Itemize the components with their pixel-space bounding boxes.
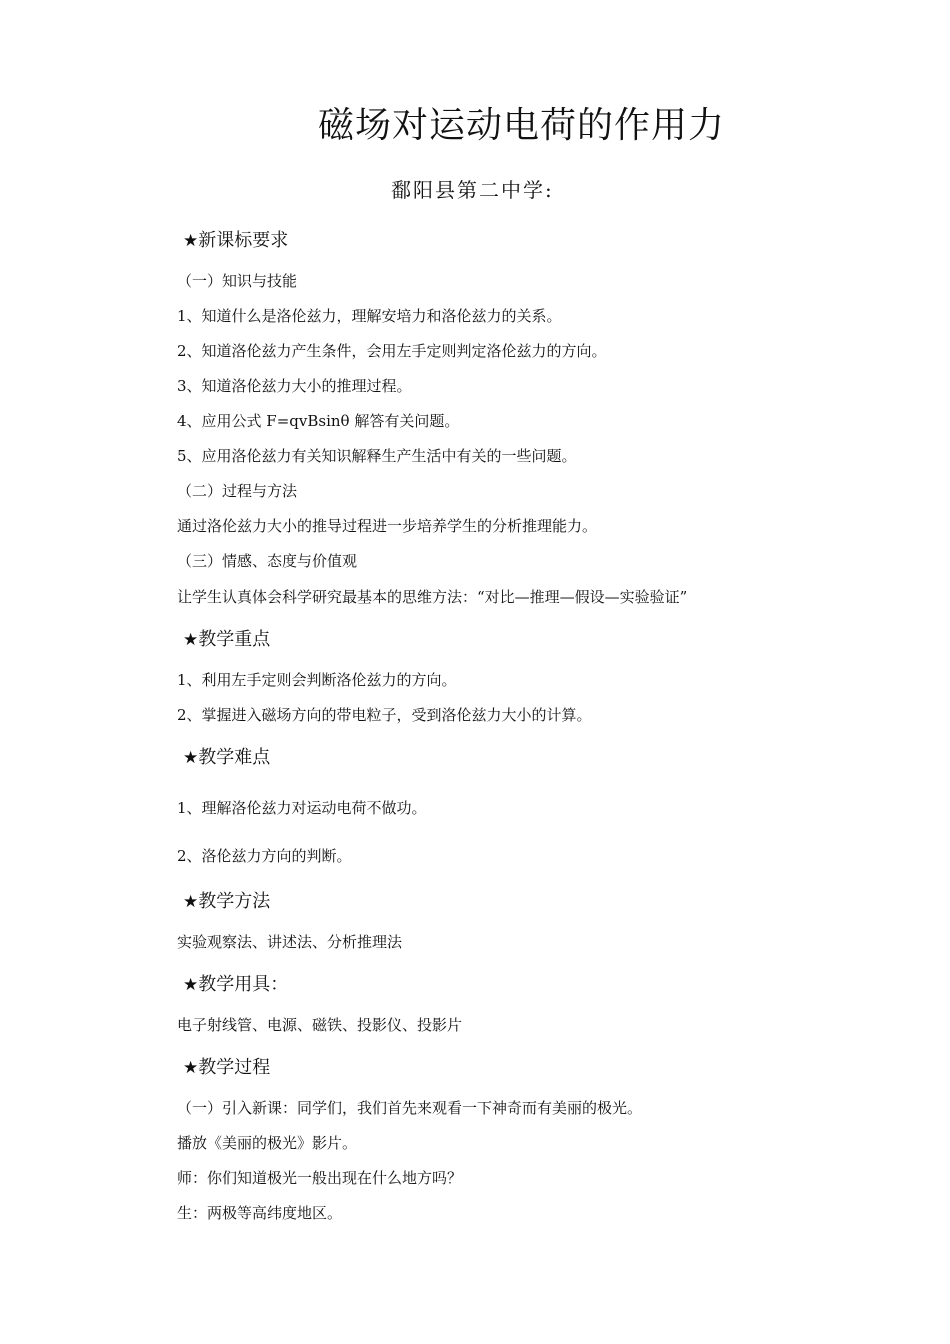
heading-text: 新课标要求: [198, 230, 289, 251]
paragraph-line: （一）引入新课：同学们，我们首先来观看一下神奇而有美丽的极光。: [177, 1099, 643, 1117]
paragraph-line: 生：两极等高纬度地区。: [177, 1204, 343, 1222]
heading-text: 教学用具：: [198, 974, 289, 995]
section-heading-key-points: [183, 628, 270, 652]
school-name: 鄱阳县第二中学:: [391, 178, 554, 202]
section-heading-method: [183, 890, 270, 914]
paragraph-line: 师：你们知道极光一般出现在什么地方吗？: [177, 1169, 463, 1187]
paragraph-line: 3、知道洛伦兹力大小的推理过程。: [177, 377, 412, 395]
paragraph-line: 2、掌握进入磁场方向的带电粒子，受到洛伦兹力大小的计算。: [177, 706, 592, 724]
section-heading-tools: [183, 973, 288, 997]
paragraph-line: 2、知道洛伦兹力产生条件，会用左手定则判定洛伦兹力的方向。: [177, 342, 607, 360]
subheading-knowledge: （一）知识与技能: [177, 272, 298, 290]
star-icon: ★: [183, 630, 199, 650]
paragraph-line: 1、利用左手定则会判断洛伦兹力的方向。: [177, 671, 457, 689]
section-heading-difficult-points: [183, 746, 270, 770]
paragraph-line: 5、应用洛伦兹力有关知识解释生产生活中有关的一些问题。: [177, 447, 577, 465]
paragraph-line: 1、知道什么是洛伦兹力，理解安培力和洛伦兹力的关系。: [177, 307, 562, 325]
subheading-process: （二）过程与方法: [177, 482, 298, 500]
star-icon: ★: [183, 975, 199, 995]
paragraph-line: 让学生认真体会科学研究最基本的思维方法：“对比—推理—假设—实验验证”: [177, 588, 688, 606]
section-heading-teaching-process: [183, 1056, 270, 1080]
star-icon: ★: [183, 231, 199, 251]
subheading-emotion: （三）情感、态度与价值观: [177, 552, 358, 570]
star-icon: ★: [183, 1058, 199, 1078]
star-icon: ★: [183, 748, 199, 768]
heading-text: 教学重点: [198, 629, 271, 650]
paragraph-line: 通过洛伦兹力大小的推导过程进一步培养学生的分析推理能力。: [177, 517, 598, 535]
paragraph-line: 播放《美丽的极光》影片。: [177, 1134, 358, 1152]
paragraph-line: 4、应用公式 F=qvBsinθ 解答有关问题。: [177, 412, 460, 430]
section-heading-requirements: [183, 229, 288, 253]
heading-text: 教学方法: [198, 891, 271, 912]
document-title: 磁场对运动电荷的作用力: [318, 105, 726, 146]
paragraph-line: 实验观察法、讲述法、分析推理法: [177, 933, 403, 951]
heading-text: 教学难点: [198, 747, 271, 768]
paragraph-line: 1、理解洛伦兹力对运动电荷不做功。: [177, 799, 427, 817]
heading-text: 教学过程: [198, 1057, 271, 1078]
paragraph-line: 2、洛伦兹力方向的判断。: [177, 847, 352, 865]
star-icon: ★: [183, 892, 199, 912]
paragraph-line: 电子射线管、电源、磁铁、投影仪、投影片: [177, 1016, 463, 1034]
